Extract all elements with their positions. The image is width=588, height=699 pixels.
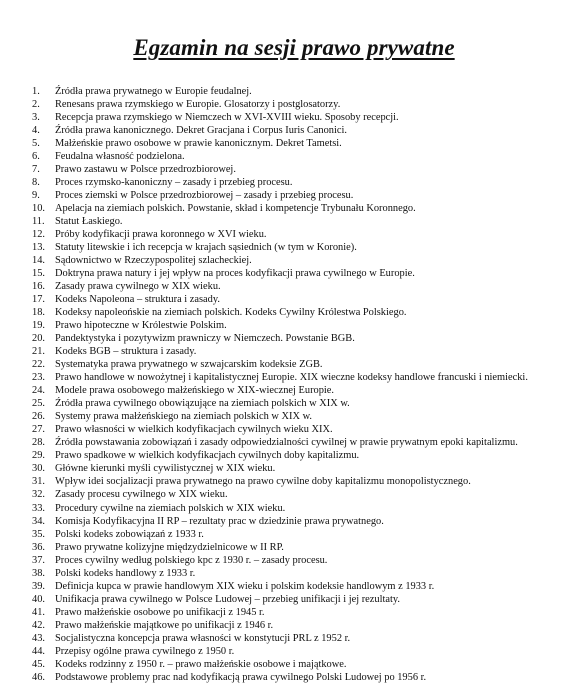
list-item [0, 606, 588, 619]
page-title-text: Egzamin na sesji prawo prywatne [133, 35, 455, 60]
item-text: Próby kodyfikacji prawa koronnego w XVI wieku. [55, 229, 267, 241]
item-number: 32. [32, 489, 45, 501]
item-number: 35. [32, 528, 45, 540]
item-number: 42. [32, 619, 45, 631]
item-text: Kodeksy napoleońskie na ziemiach polskich. Kodeks Cywilny Królestwa Polskiego. [55, 307, 407, 319]
list-item [0, 593, 588, 606]
item-text: Prawo hipoteczne w Królestwie Polskim. [55, 320, 227, 332]
item-number: 25. [32, 398, 45, 410]
list-item [0, 554, 588, 567]
list-item [0, 124, 588, 137]
list-item [0, 254, 588, 267]
item-number: 31. [32, 476, 45, 488]
list-item [0, 215, 588, 228]
item-number: 21. [32, 346, 45, 358]
item-text: Modele prawa osobowego małżeńskiego w XIX-wiecznej Europie. [55, 385, 335, 397]
item-number: 30. [32, 463, 45, 475]
item-text: Procedury cywilne na ziemiach polskich w XIX wieku. [55, 502, 286, 514]
item-text: Systemy prawa małżeńskiego na ziemiach polskich w XIX w. [55, 411, 313, 423]
item-text: Pandektystyka i pozytywizm prawniczy w Niemczech. Powstanie BGB. [55, 333, 355, 345]
item-text: Prawo zastawu w Polsce przedrozbiorowej. [55, 164, 236, 176]
item-text: Polski kodeks zobowiązań z 1933 r. [55, 528, 204, 540]
item-text: Socjalistyczna koncepcja prawa własności w konstytucji PRL z 1952 r. [55, 632, 351, 644]
item-number: 19. [32, 320, 45, 332]
list-item [0, 189, 588, 202]
list-item [0, 502, 588, 515]
list-item [0, 293, 588, 306]
item-text: Prawo prywatne kolizyjne międzydzielnicowe w II RP. [55, 541, 284, 553]
page-title [0, 34, 588, 62]
item-number: 34. [32, 515, 45, 527]
item-text: Systematyka prawa prywatnego w szwajcarskim kodeksie ZGB. [55, 359, 323, 371]
item-number: 46. [32, 671, 45, 683]
list-item [0, 150, 588, 163]
list-item [0, 202, 588, 215]
item-number: 27. [32, 424, 45, 436]
item-number: 20. [32, 333, 45, 345]
item-number: 15. [32, 268, 45, 280]
item-number: 6. [32, 151, 40, 163]
item-text: Proces rzymsko-kanoniczny – zasady i przebieg procesu. [55, 177, 293, 189]
list-item [0, 371, 588, 384]
item-text: Proces cywilny według polskiego kpc z 1930 r. – zasady procesu. [55, 554, 328, 566]
item-text: Źródła prawa kanonicznego. Dekret Gracjana i Corpus Iuris Canonici. [55, 125, 347, 137]
item-number: 11. [32, 216, 45, 228]
list-item [0, 528, 588, 541]
item-number: 44. [32, 645, 45, 657]
item-number: 10. [32, 203, 45, 215]
list-item [0, 111, 588, 124]
list-item [0, 632, 588, 645]
item-number: 7. [32, 164, 40, 176]
item-text: Unifikacja prawa cywilnego w Polsce Ludowej – przebieg unifikacji i jej rezultaty. [55, 593, 400, 605]
item-text: Recepcja prawa rzymskiego w Niemczech w XVI-XVIII wieku. Sposoby recepcji. [55, 112, 399, 124]
list-item [0, 462, 588, 475]
item-text: Główne kierunki myśli cywilistycznej w XIX wieku. [55, 463, 276, 475]
item-text: Podstawowe problemy prac nad kodyfikacją prawa cywilnego Polski Ludowej po 1956 r. [55, 671, 427, 683]
item-text: Źródła prawa prywatnego w Europie feudalnej. [55, 86, 252, 97]
list-item [0, 332, 588, 345]
item-text: Zasady procesu cywilnego w XIX wieku. [55, 489, 228, 501]
list-item [0, 475, 588, 488]
item-number: 13. [32, 242, 45, 254]
list-item [0, 176, 588, 189]
list-item [0, 436, 588, 449]
item-text: Renesans prawa rzymskiego w Europie. Glosatorzy i postglosatorzy. [55, 99, 341, 111]
item-text: Źródła powstawania zobowiązań i zasady odpowiedzialności cywilnej w prawie prywatnym epoki kapitalizmu. [55, 437, 518, 449]
item-number: 2. [32, 99, 40, 111]
item-number: 38. [32, 567, 45, 579]
list-item [0, 423, 588, 436]
item-text: Feudalna własność podzielona. [55, 151, 185, 163]
item-number: 12. [32, 229, 45, 241]
list-item [0, 410, 588, 423]
list-item [0, 580, 588, 593]
item-number: 1. [32, 86, 40, 97]
item-text: Definicja kupca w prawie handlowym XIX wieku i polskim kodeksie handlowym z 1933 r. [55, 580, 435, 592]
item-number: 24. [32, 385, 45, 397]
item-text: Polski kodeks handlowy z 1933 r. [55, 567, 196, 579]
item-text: Źródła prawa cywilnego obowiązujące na ziemiach polskich w XIX w. [55, 398, 350, 410]
list-item [0, 358, 588, 371]
item-text: Prawo spadkowe w wielkich kodyfikacjach cywilnych doby kapitalizmu. [55, 450, 360, 462]
item-text: Kodeks BGB – struktura i zasady. [55, 346, 197, 358]
item-number: 14. [32, 255, 45, 267]
item-number: 17. [32, 294, 45, 306]
list-item [0, 241, 588, 254]
item-number: 3. [32, 112, 40, 124]
exam-question-list [0, 85, 588, 684]
list-item [0, 567, 588, 580]
item-number: 28. [32, 437, 45, 449]
list-item [0, 306, 588, 319]
item-number: 23. [32, 372, 45, 384]
item-number: 37. [32, 554, 45, 566]
list-item [0, 645, 588, 658]
item-number: 26. [32, 411, 45, 423]
item-number: 18. [32, 307, 45, 319]
item-text: Prawo małżeńskie osobowe po unifikacji z 1945 r. [55, 606, 265, 618]
list-item [0, 345, 588, 358]
item-text: Doktryna prawa natury i jej wpływ na proces kodyfikacji prawa cywilnego w Europie. [55, 268, 415, 280]
list-item [0, 541, 588, 554]
item-number: 41. [32, 606, 45, 618]
list-item [0, 449, 588, 462]
item-text: Apelacja na ziemiach polskich. Powstanie, skład i kompetencje Trybunału Koronnego. [55, 203, 416, 215]
item-number: 16. [32, 281, 45, 293]
item-text: Sądownictwo w Rzeczypospolitej szlacheckiej. [55, 255, 252, 267]
list-item [0, 619, 588, 632]
item-text: Kodeks rodzinny z 1950 r. – prawo małżeńskie osobowe i majątkowe. [55, 658, 347, 670]
list-item [0, 98, 588, 111]
item-number: 29. [32, 450, 45, 462]
item-number: 43. [32, 632, 45, 644]
list-item [0, 228, 588, 241]
item-text: Komisja Kodyfikacyjna II RP – rezultaty prac w dziedzinie prawa prywatnego. [55, 515, 384, 527]
list-item [0, 280, 588, 293]
item-text: Proces ziemski w Polsce przedrozbiorowej – zasady i przebieg procesu. [55, 190, 354, 202]
item-number: 40. [32, 593, 45, 605]
list-item [0, 267, 588, 280]
item-text: Zasady prawa cywilnego w XIX wieku. [55, 281, 221, 293]
item-number: 8. [32, 177, 40, 189]
list-item [0, 384, 588, 397]
item-number: 39. [32, 580, 45, 592]
item-text: Kodeks Napoleona – struktura i zasady. [55, 294, 220, 306]
item-number: 4. [32, 125, 40, 137]
item-number: 33. [32, 502, 45, 514]
item-text: Małżeńskie prawo osobowe w prawie kanonicznym. Dekret Tametsi. [55, 138, 342, 150]
item-text: Prawo handlowe w nowożytnej i kapitalistycznej Europie. XIX wieczne kodeksy handlowe francuski i niemiecki. [55, 372, 528, 384]
item-text: Statut Łaskiego. [55, 216, 123, 228]
list-item [0, 163, 588, 176]
item-text: Prawo małżeńskie majątkowe po unifikacji z 1946 r. [55, 619, 274, 631]
item-number: 36. [32, 541, 45, 553]
list-item [0, 85, 588, 98]
list-item [0, 319, 588, 332]
item-number: 5. [32, 138, 40, 150]
item-number: 22. [32, 359, 45, 371]
item-text: Przepisy ogólne prawa cywilnego z 1950 r. [55, 645, 235, 657]
item-number: 9. [32, 190, 40, 202]
item-text: Wpływ idei socjalizacji prawa prywatnego na prawo cywilne doby kapitalizmu monopolistycznego. [55, 476, 471, 488]
list-item [0, 671, 588, 684]
item-text: Statuty litewskie i ich recepcja w krajach sąsiednich (w tym w Koronie). [55, 242, 357, 254]
item-number: 45. [32, 658, 45, 670]
list-item [0, 137, 588, 150]
list-item [0, 397, 588, 410]
list-item [0, 658, 588, 671]
list-item [0, 488, 588, 501]
item-text: Prawo własności w wielkich kodyfikacjach cywilnych wieku XIX. [55, 424, 333, 436]
list-item [0, 515, 588, 528]
